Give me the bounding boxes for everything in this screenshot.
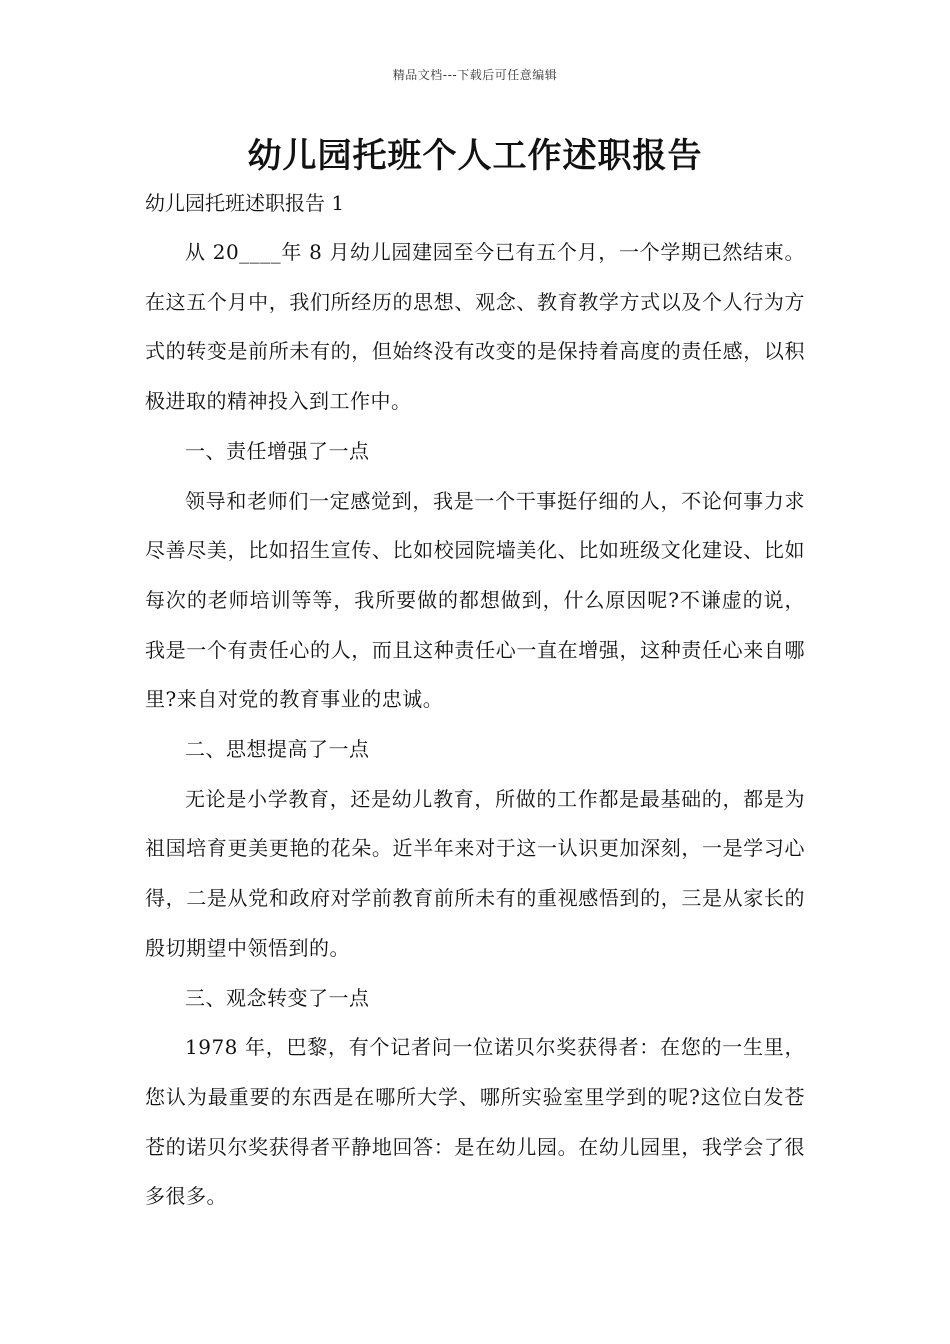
section-heading-1: 一、责任增强了一点 <box>185 438 370 463</box>
paragraph-responsibility: 领导和老师们一定感觉到，我是一个干事挺仔细的人，不论何事力求尽善尽美，比如招生宣传、比如校园院墙美化、比如班级文化建设、比如每次的老师培训等等，我所要做的都想做到，什么原因呢?不谦虚的说，我是一个有责任心的人，而且这种责任心一直在增强，这种责任心来自哪里?来自对党的教育事业的忠诚。 <box>145 488 805 712</box>
section-heading-3: 三、观念转变了一点 <box>185 985 370 1010</box>
document-title: 幼儿园托班个人工作述职报告 <box>247 136 703 176</box>
document-subtitle: 幼儿园托班述职报告 1 <box>145 191 345 215</box>
document-body <box>145 228 805 1222</box>
paragraph-concept: 1978 年，巴黎，有个记者问一位诺贝尔奖获得者：在您的一生里，您认为最重要的东西是在哪所大学、哪所实验室里学到的呢?这位白发苍苍的诺贝尔奖获得者平静地回答：是在幼儿园。在幼儿园里，我学会了很多很多。 <box>145 1035 805 1209</box>
paragraph-intro: 从 20____年 8 月幼儿园建园至今已有五个月，一个学期已然结束。在这五个月中，我们所经历的思想、观念、教育教学方式以及个人行为方式的转变是前所未有的，但始终没有改变的是保持着高度的责任感，以积极进取的精神投入到工作中。 <box>145 240 805 414</box>
section-heading-2: 二、思想提高了一点 <box>185 737 370 762</box>
page-header: 精品文档---下载后可任意编辑 <box>392 68 558 82</box>
paragraph-thinking: 无论是小学教育，还是幼儿教育，所做的工作都是最基础的，都是为祖国培育更美更艳的花朵。近半年来对于这一认识更加深刻，一是学习心得，二是从党和政府对学前教育前所未有的重视感悟到的，三是从家长的殷切期望中领悟到的。 <box>145 786 805 960</box>
